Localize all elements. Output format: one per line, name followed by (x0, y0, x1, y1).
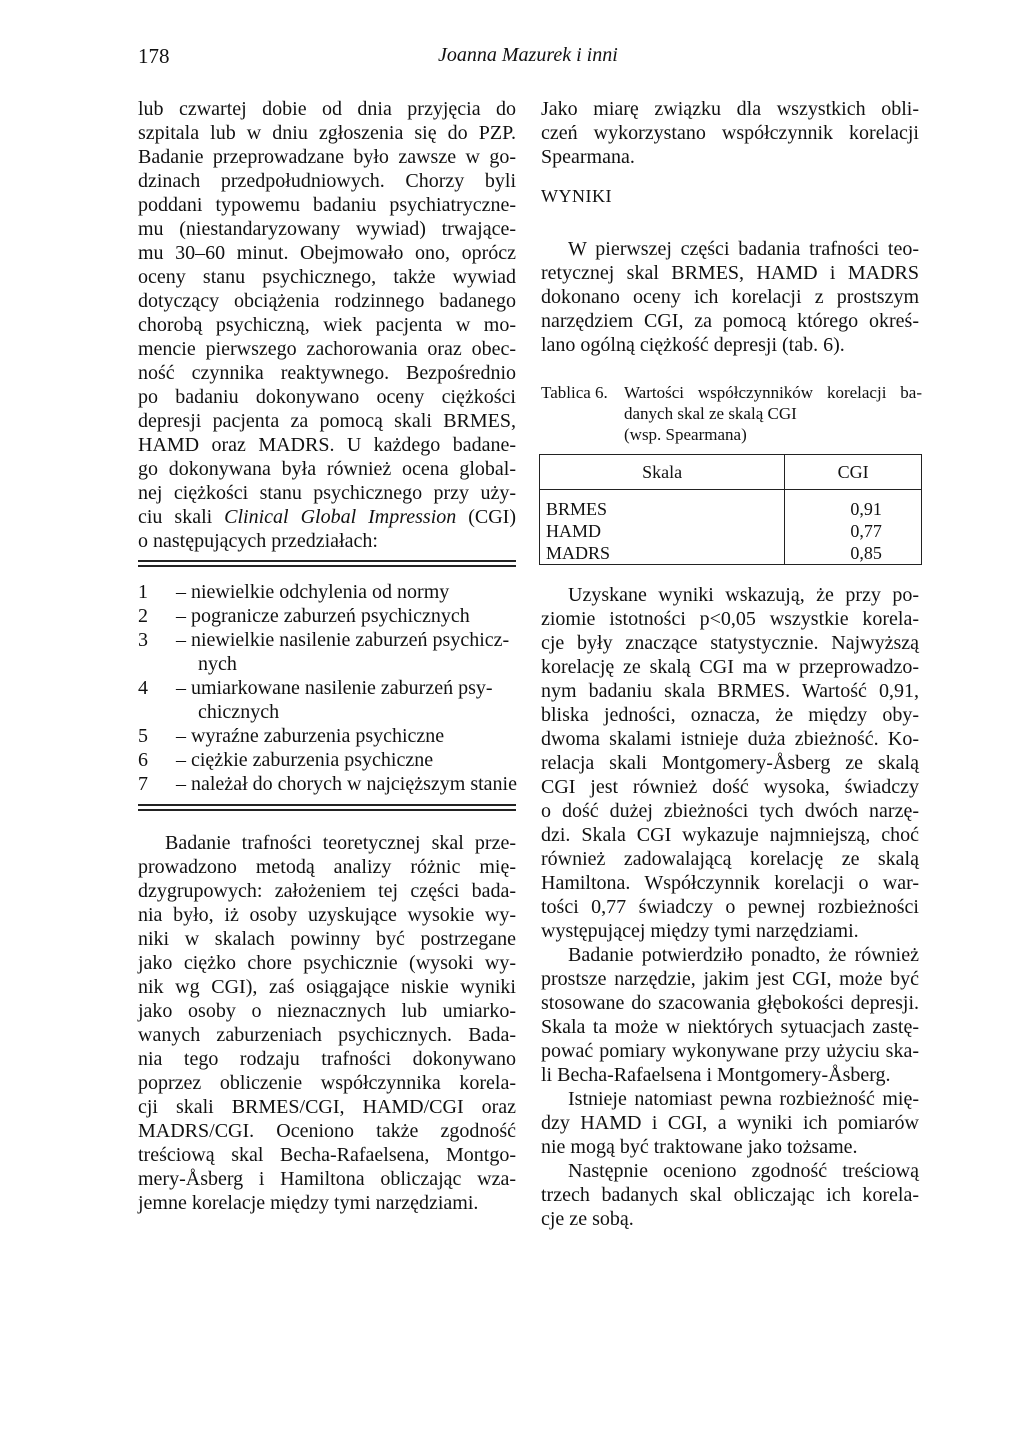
table-caption-line: Wartości współczynników korelacji ba- (624, 383, 922, 402)
text-line: lano ogólną ciężkość depresji (tab. 6). (541, 334, 845, 356)
text-line: W pierwszej części badania trafności teo- (568, 238, 919, 260)
text-line: jako osoby o nieznacznych lub umiarko- (138, 1000, 516, 1022)
text-line: Następnie oceniono zgodność treściową (568, 1160, 919, 1182)
text-line: jako ciężko chore psychicznie (wysoki wy- (138, 952, 516, 974)
list-number: 4 (138, 677, 148, 699)
text-line: relacja skali Montgomery-Åsberg ze skalą (541, 752, 919, 774)
text-line: dotyczący obciążenia rodzinnego badanego (138, 290, 516, 312)
list-number: 1 (138, 581, 148, 603)
text-line: nie mogą być traktowane jako tożsame. (541, 1136, 858, 1158)
text-line: nej ciężkości stanu psychicznego przy uży- (138, 482, 516, 504)
table-cell-value: 0,77 (785, 520, 922, 542)
text-line: Uzyskane wyniki wskazują, że przy po- (568, 584, 919, 606)
text-line: Badanie przeprowadzane było zawsze w go- (138, 146, 516, 168)
running-head: Joanna Mazurek i inni (438, 44, 618, 66)
list-text: – ciężkie zaburzenia psychiczne (176, 749, 434, 771)
text-line: mery-Åsberg i Hamiltona obliczając wza- (138, 1168, 516, 1190)
text-line: li Becha-Rafaelsena i Montgomery-Åsberg. (541, 1064, 891, 1086)
text-line: Jako miarę związku dla wszystkich obli- (541, 98, 919, 120)
text-line: mencie pierwszego zachorowania oraz obec- (138, 338, 516, 360)
divider (138, 804, 516, 806)
text-line: dzi. Skala CGI wykazuje najmniejszą, choć (541, 824, 919, 846)
text-line: trzech badanych skal obliczając ich korela- (541, 1184, 919, 1206)
text-line: Badanie potwierdziło ponadto, że również (568, 944, 919, 966)
text-line: korelację ze skalą CGI ma w przeprowadzo- (541, 656, 919, 678)
section-heading: WYNIKI (541, 186, 612, 206)
list-text: – niewielkie odchylenia od normy (176, 581, 450, 603)
text-line: jemne korelacje między tymi narzędziami. (138, 1192, 479, 1214)
text-line: narzędziem CGI, za pomocą którego okreś- (541, 310, 919, 332)
text-line: dzy HAMD i CGI, a wyniki ich pomiarów (541, 1112, 919, 1134)
text-line: również zadowalającą korelację ze skalą (541, 848, 919, 870)
text-line: pować pomiary wykonywane przy użyciu ska- (541, 1040, 919, 1062)
text-line: Hamiltona. Współczynnik korelacji o war- (541, 872, 919, 894)
text-line: depresji pacjenta za pomocą skali BRMES, (138, 410, 516, 432)
list-text: nych (198, 653, 237, 675)
table-row (540, 520, 922, 542)
text-line: mu 30–60 minut. Obejmowało ono, oprócz (138, 242, 516, 264)
text-line: MADRS/CGI. Oceniono także zgodność (138, 1120, 516, 1142)
table-cell-scale: MADRS (540, 542, 785, 565)
text-line (138, 504, 516, 530)
page-number: 178 (138, 44, 170, 68)
text-line: HAMD oraz MADRS. U każdego badane- (138, 434, 516, 456)
instrument-name-italic: Clinical Global Impression (224, 506, 457, 528)
text-line: tości 0,77 świadczy o pewnej rozbieżności (541, 896, 919, 918)
list-text: – należał do chorych w najcięższym stanie (176, 773, 517, 795)
text-line: chorobą psychiczną, wiek pacjenta w mo- (138, 314, 516, 336)
table-row (540, 542, 922, 565)
list-text: – umiarkowane nasilenie zaburzeń psy- (176, 677, 493, 699)
text-line: mu (niestandaryzowany wywiad) trwające- (138, 218, 516, 240)
text-line: cje były znaczące statystycznie. Najwyższą (541, 632, 919, 654)
text-line: po badaniu dokonywano oceny ciężkości (138, 386, 516, 408)
text-line: występującej między tymi narzędziami. (541, 920, 859, 942)
text-line: dwoma skalami istnieje duża zbieżność. Ko- (541, 728, 919, 750)
text-line: treściową skal Becha-Rafaelsena, Montgo- (138, 1144, 516, 1166)
table-cell-scale: BRMES (540, 490, 785, 521)
list-text: chicznych (198, 701, 280, 723)
text-line: nia było, iż osoby uzyskujące wysokie wy- (138, 904, 516, 926)
text-span: ciu skali (138, 506, 225, 528)
text-line: o następujących przedziałach: (138, 530, 378, 552)
list-number: 3 (138, 629, 148, 651)
list-text: – niewielkie nasilenie zaburzeń psychicz- (176, 629, 510, 651)
list-number: 2 (138, 605, 148, 627)
table-row (540, 490, 922, 521)
list-text: – pogranicze zaburzeń psychicznych (176, 605, 470, 627)
text-line: Skala ta może w niektórych sytuacjach zastę- (541, 1016, 919, 1038)
table-caption-label: Tablica 6. (541, 383, 608, 402)
text-line: poprzez obliczenie współczynnika korela- (138, 1072, 516, 1094)
text-line: nia tego rodzaju trafności dokonywano (138, 1048, 516, 1070)
list-number: 7 (138, 773, 148, 795)
text-line: stosowane do szacowania głębokości depresji. (541, 992, 919, 1014)
text-line: retycznej skal BRMES, HAMD i MADRS (541, 262, 919, 284)
text-line: Badanie trafności teoretycznej skal prze- (165, 832, 516, 854)
text-line: ziomie istotności p<0,05 wszystkie korela- (541, 608, 919, 630)
text-line: nym badaniu skala BRMES. Wartość 0,91, (541, 680, 919, 702)
correlation-table (539, 454, 922, 565)
text-line: Istnieje natomiast pewna rozbieżność mię- (568, 1088, 919, 1110)
text-line: szpitala lub w dniu zgłoszenia się do PZP. (138, 122, 516, 144)
text-line: CGI jest również dość wysoka, świadczy (541, 776, 919, 798)
list-number: 5 (138, 725, 148, 747)
list-text: – wyraźne zaburzenia psychiczne (176, 725, 445, 747)
text-line: prostsze narzędzie, jakim jest CGI, może być (541, 968, 919, 990)
text-line: o dość dużej zbieżności tych dwóch narzę- (541, 800, 919, 822)
text-line: cje ze sobą. (541, 1208, 634, 1230)
text-line: wanych zaburzeniach psychicznych. Bada- (138, 1024, 516, 1046)
text-line: dzinach przedpołudniowych. Chorzy byli (138, 170, 516, 192)
text-line: prowadzono metodą analizy różnic mię- (138, 856, 516, 878)
list-number: 6 (138, 749, 148, 771)
text-line: niki w skalach powinny być postrzegane (138, 928, 516, 950)
column-header: Skala (540, 455, 785, 490)
column-header: CGI (785, 455, 922, 490)
table-caption-line: (wsp. Spearmana) (624, 425, 747, 444)
text-line: ność czynnika reaktywnego. Bezpośrednio (138, 362, 516, 384)
text-line: dokonano oceny ich korelacji z prostszym (541, 286, 919, 308)
text-span: (CGI) (456, 506, 516, 528)
table-header-row (540, 455, 922, 490)
divider (138, 809, 516, 811)
text-line: oceny stanu psychicznego, także wywiad (138, 266, 516, 288)
text-line: cji skali BRMES/CGI, HAMD/CGI oraz (138, 1096, 516, 1118)
text-line: czeń wykorzystano współczynnik korelacji (541, 122, 919, 144)
divider (138, 565, 516, 567)
divider (138, 560, 516, 562)
text-line: dzygrupowych: założeniem tej części bada- (138, 880, 516, 902)
text-line: nik wg CGI), zaś osiągające niskie wyniki (138, 976, 516, 998)
table-cell-scale: HAMD (540, 520, 785, 542)
text-line: bliska jedności, oznacza, że między oby- (541, 704, 919, 726)
text-line: Spearmana. (541, 146, 635, 168)
table-cell-value: 0,91 (785, 490, 922, 521)
table-caption-line: danych skal ze skalą CGI (624, 404, 797, 423)
text-line: lub czwartej dobie od dnia przyjęcia do (138, 98, 516, 120)
text-line: poddani typowemu badaniu psychiatryczne- (138, 194, 516, 216)
text-line: go dokonywana była również ocena global- (138, 458, 516, 480)
table-cell-value: 0,85 (785, 542, 922, 565)
